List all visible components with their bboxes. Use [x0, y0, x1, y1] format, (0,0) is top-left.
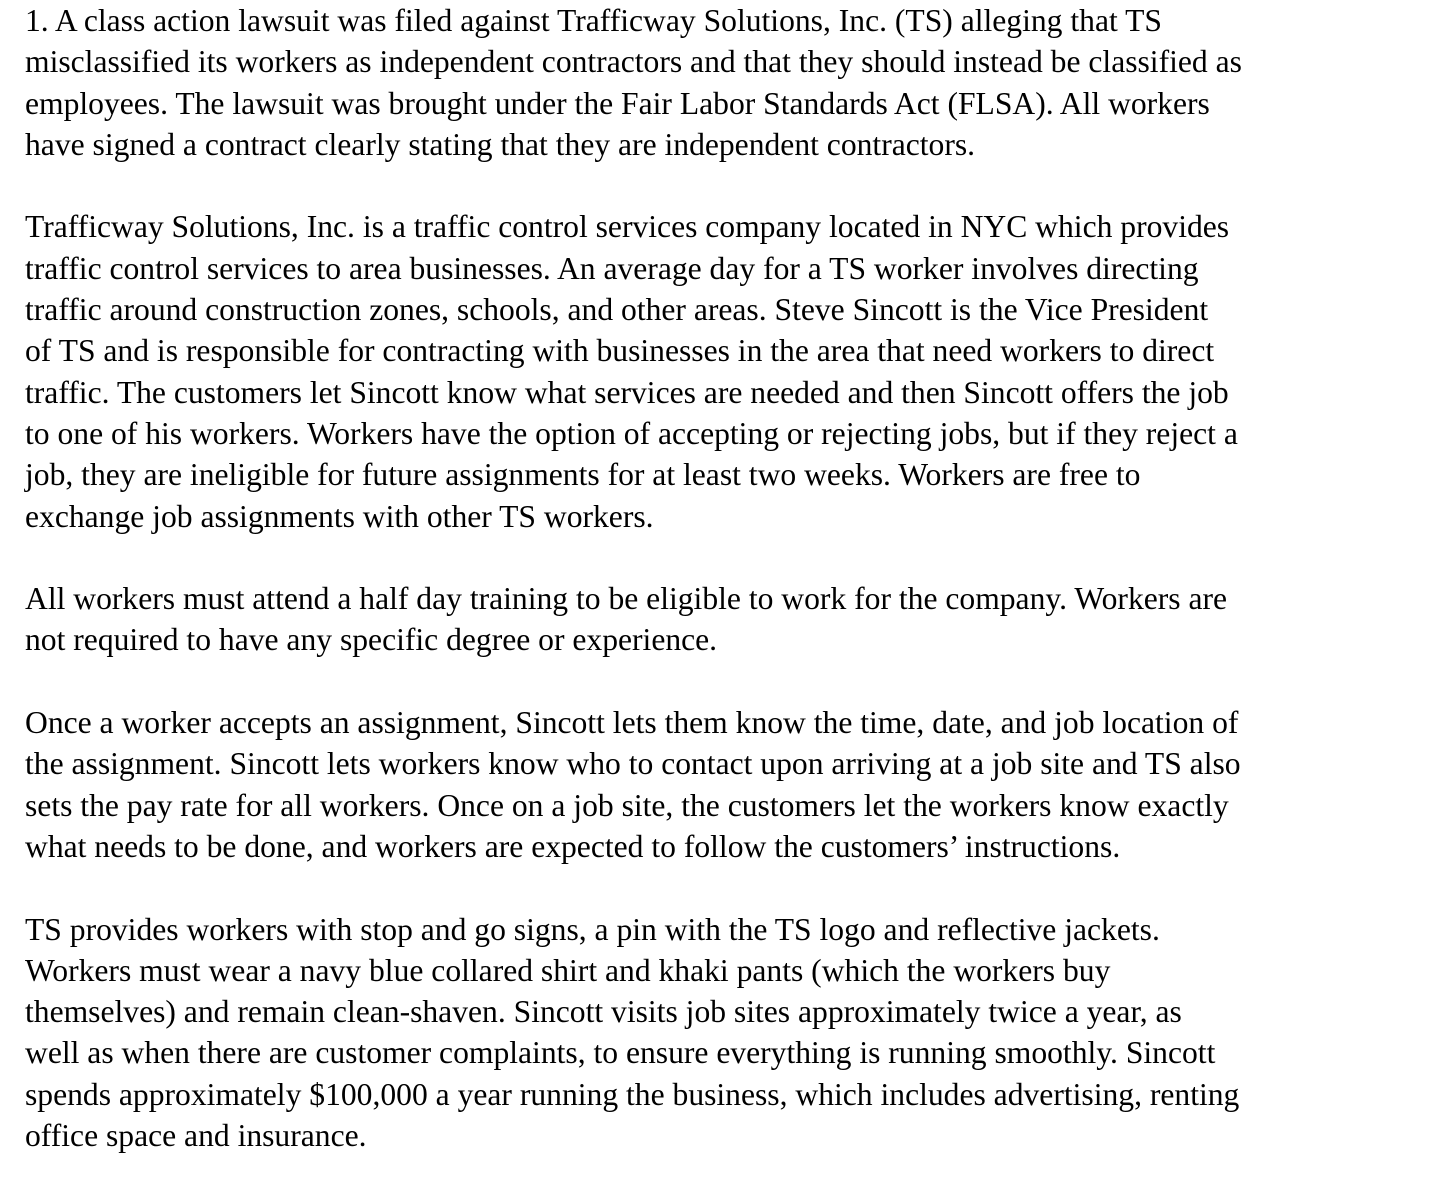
paragraph-4 [25, 702, 1242, 867]
text-line: themselves) and remain clean-shaven. Sincott visits job sites approximately twice a year, as [25, 994, 1182, 1030]
text-line: misclassified its workers as independent contractors and that they should instead be classified as [25, 44, 1242, 80]
text-line: Workers must wear a navy blue collared shirt and khaki pants (which the workers buy [25, 952, 1111, 988]
text-line: not required to have any specific degree or experience. [25, 622, 718, 658]
text-line: well as when there are customer complaints, to ensure everything is running smoothly. Sincott [25, 1035, 1216, 1071]
text-line: sets the pay rate for all workers. Once on a job site, the customers let the workers know exactly [25, 787, 1229, 823]
document-body [25, 0, 1242, 1198]
text-line: TS provides workers with stop and go signs, a pin with the TS logo and reflective jackets. [25, 911, 1160, 947]
text-line: the assignment. Sincott lets workers know who to contact upon arriving at a job site and TS also [25, 746, 1241, 782]
text-line: to one of his workers. Workers have the option of accepting or rejecting jobs, but if they reject a [25, 415, 1238, 451]
text-line: traffic. The customers let Sincott know what services are needed and then Sincott offers the job [25, 374, 1229, 410]
text-line: employees. The lawsuit was brought under the Fair Labor Standards Act (FLSA). All workers [25, 85, 1210, 121]
text-line: what needs to be done, and workers are expected to follow the customers’ instructions. [25, 828, 1121, 864]
text-line: job, they are ineligible for future assignments for at least two weeks. Workers are free to [25, 457, 1141, 493]
text-line: spends approximately $100,000 a year running the business, which includes advertising, renting [25, 1076, 1240, 1112]
text-line: traffic control services to area businesses. An average day for a TS worker involves directing [25, 250, 1199, 286]
paragraph-2 [25, 206, 1242, 536]
text-line: of TS and is responsible for contracting with businesses in the area that need workers to direct [25, 333, 1215, 369]
text-line: Trafficway Solutions, Inc. is a traffic control services company located in NYC which provides [25, 209, 1230, 245]
paragraph-5 [25, 909, 1242, 1157]
text-line: exchange job assignments with other TS workers. [25, 498, 654, 534]
text-line: Once a worker accepts an assignment, Sincott lets them know the time, date, and job location of [25, 705, 1239, 741]
text-line: 1. A class action lawsuit was filed against Trafficway Solutions, Inc. (TS) alleging that TS [25, 3, 1162, 38]
paragraph-1 [25, 0, 1242, 165]
text-line: All workers must attend a half day training to be eligible to work for the company. Workers are [25, 581, 1228, 617]
text-line: have signed a contract clearly stating that they are independent contractors. [25, 126, 976, 162]
text-line: traffic around construction zones, schools, and other areas. Steve Sincott is the Vice President [25, 292, 1209, 328]
paragraph-3 [25, 578, 1242, 661]
text-line: office space and insurance. [25, 1118, 367, 1154]
